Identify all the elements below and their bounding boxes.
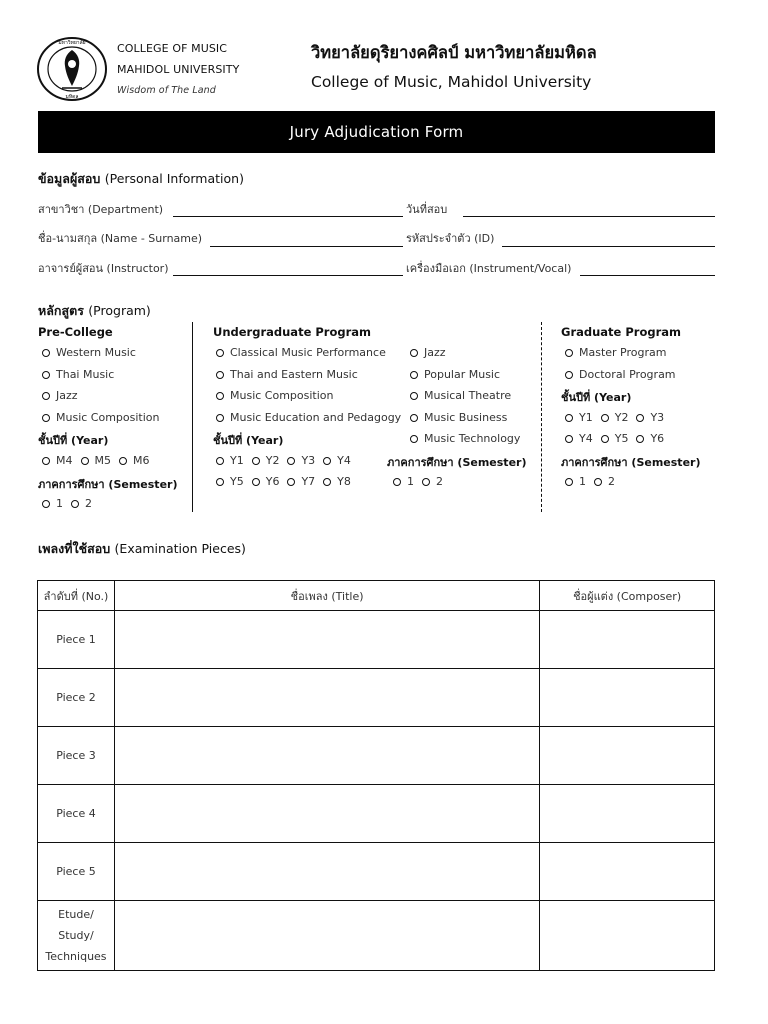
radio-circle-icon [287,478,295,486]
radio-circle-icon [287,457,295,465]
undergrad-title: Undergraduate Program [213,325,372,339]
undergrad-option-technology[interactable]: Music Technology [410,432,520,445]
table-row-etude [38,901,715,971]
year-option-y2[interactable]: Y2 [601,411,629,424]
instructor-field[interactable] [173,275,403,276]
svg-text:มหาวิทยาลัย: มหาวิทยาลัย [58,40,86,46]
year-option-y1[interactable]: Y1 [216,454,244,467]
graduate-option-doctoral[interactable]: Doctoral Program [565,368,676,381]
radio-circle-icon [119,457,127,465]
name-label: ชื่อ-นามสกุล (Name - Surname) [38,232,203,245]
precollege-option-jazz[interactable]: Jazz [42,389,78,402]
radio-circle-icon [410,349,418,357]
table-row [38,669,715,727]
personal-info-heading: ข้อมูลผู้สอบ (Personal Information) [38,171,244,186]
graduate-semester-options [565,475,623,488]
motto: Wisdom of The Land [117,85,216,96]
english-title: College of Music, Mahidol University [311,73,592,91]
undergrad-option-business[interactable]: Music Business [410,411,507,424]
undergrad-year-label: ชั้นปีที่ (Year) [213,434,284,447]
piece-label: Piece 5 [38,843,115,901]
precollege-semester-options [42,497,100,510]
radio-circle-icon [594,478,602,486]
radio-circle-icon [216,414,224,422]
program-heading: หลักสูตร (Program) [38,303,151,318]
thai-title: วิทยาลัยดุริยางคศิลป์ มหาวิทยาลัยมหิดล [311,43,597,62]
column-divider [192,322,193,512]
year-option-y6[interactable]: Y6 [636,432,664,445]
radio-circle-icon [252,457,260,465]
undergrad-semester-label: ภาคการศึกษา (Semester) [387,456,527,469]
year-option-y2[interactable]: Y2 [252,454,280,467]
year-option-y3[interactable]: Y3 [636,411,664,424]
table-row [38,843,715,901]
graduate-title: Graduate Program [561,325,681,339]
radio-circle-icon [71,500,79,508]
semester-option-1[interactable]: 1 [42,497,63,510]
radio-circle-icon [42,371,50,379]
graduate-year-label: ชั้นปีที่ (Year) [561,391,632,404]
col-header-no: ลำดับที่ (No.) [38,581,115,611]
year-option-m4[interactable]: M4 [42,454,73,467]
undergrad-option-musical-theatre[interactable]: Musical Theatre [410,389,511,402]
precollege-title: Pre-College [38,325,113,339]
piece-title-cell[interactable] [114,785,539,843]
year-option-m6[interactable]: M6 [119,454,150,467]
radio-circle-icon [42,457,50,465]
form-title: Jury Adjudication Form [289,123,464,141]
year-option-y4[interactable]: Y4 [323,454,351,467]
radio-circle-icon [81,457,89,465]
department-label: สาขาวิชา (Department) [38,203,164,216]
radio-circle-icon [216,371,224,379]
radio-circle-icon [42,349,50,357]
instrument-field[interactable] [580,275,715,276]
student-id-field[interactable] [502,246,715,247]
undergrad-option-education[interactable]: Music Education and Pedagogy [216,411,401,424]
piece-composer-cell[interactable] [540,843,715,901]
table-row [38,611,715,669]
radio-circle-icon [410,435,418,443]
exam-date-field[interactable] [463,216,715,217]
semester-option-2[interactable]: 2 [594,475,615,488]
radio-circle-icon [42,392,50,400]
etude-composer-cell[interactable] [540,901,715,971]
year-option-m5[interactable]: M5 [81,454,112,467]
semester-option-2[interactable]: 2 [71,497,92,510]
table-header-row [38,581,715,611]
radio-circle-icon [565,478,573,486]
radio-circle-icon [565,349,573,357]
name-field[interactable] [210,246,403,247]
year-option-y6[interactable]: Y6 [252,475,280,488]
radio-circle-icon [601,414,609,422]
radio-circle-icon [216,349,224,357]
mahidol-seal-icon [36,36,108,102]
college-line-1: COLLEGE OF MUSIC [117,42,228,55]
radio-circle-icon [252,478,260,486]
radio-circle-icon [422,478,430,486]
radio-circle-icon [42,500,50,508]
semester-option-1[interactable]: 1 [393,475,414,488]
radio-circle-icon [393,478,401,486]
graduate-option-master[interactable]: Master Program [565,346,666,359]
semester-option-1[interactable]: 1 [565,475,586,488]
undergrad-option-classical[interactable]: Classical Music Performance [216,346,386,359]
precollege-semester-label: ภาคการศึกษา (Semester) [38,478,178,491]
precollege-year-options [42,454,158,467]
year-option-y4[interactable]: Y4 [565,432,593,445]
etude-label: Etude/ Study/ Techniques [38,901,115,971]
piece-composer-cell[interactable] [540,727,715,785]
piece-composer-cell[interactable] [540,611,715,669]
undergrad-year-options-row1 [216,454,359,467]
exam-date-label: วันที่สอบ [406,203,448,216]
radio-circle-icon [565,371,573,379]
form-title-banner [38,111,715,153]
instrument-label: เครื่องมือเอก (Instrument/Vocal) [406,262,572,275]
pieces-heading: เพลงที่ใช้สอบ (Examination Pieces) [38,541,246,556]
col-header-composer: ชื่อผู้แต่ง (Composer) [540,581,715,611]
piece-title-cell[interactable] [114,727,539,785]
precollege-option-western[interactable]: Western Music [42,346,136,359]
pieces-table [37,580,715,971]
radio-circle-icon [636,435,644,443]
year-option-y8[interactable]: Y8 [323,475,351,488]
radio-circle-icon [42,414,50,422]
semester-option-2[interactable]: 2 [422,475,443,488]
piece-title-cell[interactable] [114,669,539,727]
column-divider-dashed [541,322,542,512]
radio-circle-icon [323,478,331,486]
piece-title-cell[interactable] [114,843,539,901]
col-header-title: ชื่อเพลง (Title) [114,581,539,611]
radio-circle-icon [216,478,224,486]
undergrad-option-composition[interactable]: Music Composition [216,389,334,402]
precollege-year-label: ชั้นปีที่ (Year) [38,434,109,447]
table-row [38,727,715,785]
year-option-y1[interactable]: Y1 [565,411,593,424]
instructor-label: อาจารย์ผู้สอน (Instructor) [38,262,169,275]
year-option-y5[interactable]: Y5 [601,432,629,445]
piece-composer-cell[interactable] [540,669,715,727]
radio-circle-icon [636,414,644,422]
precollege-option-thai[interactable]: Thai Music [42,368,114,381]
svg-text:มหิดล: มหิดล [65,94,79,100]
radio-circle-icon [410,414,418,422]
precollege-option-composition[interactable]: Music Composition [42,411,160,424]
etude-title-cell[interactable] [114,901,539,971]
radio-circle-icon [565,414,573,422]
student-id-label: รหัสประจำตัว (ID) [406,232,495,245]
year-option-y3[interactable]: Y3 [287,454,315,467]
undergrad-year-options-row2 [216,475,359,488]
college-line-2: MAHIDOL UNIVERSITY [117,63,240,76]
undergrad-option-thai-eastern[interactable]: Thai and Eastern Music [216,368,358,381]
piece-label: Piece 2 [38,669,115,727]
radio-circle-icon [601,435,609,443]
piece-title-cell[interactable] [114,611,539,669]
radio-circle-icon [216,457,224,465]
radio-circle-icon [216,392,224,400]
year-option-y5[interactable]: Y5 [216,475,244,488]
year-option-y7[interactable]: Y7 [287,475,315,488]
undergrad-option-jazz[interactable]: Jazz [410,346,446,359]
radio-circle-icon [410,392,418,400]
college-name-block [117,38,239,101]
graduate-year-options-row2 [565,432,672,445]
table-row [38,785,715,843]
radio-circle-icon [410,371,418,379]
graduate-semester-label: ภาคการศึกษา (Semester) [561,456,701,469]
graduate-year-options-row1 [565,411,672,424]
undergrad-option-popular[interactable]: Popular Music [410,368,500,381]
piece-composer-cell[interactable] [540,785,715,843]
piece-label: Piece 4 [38,785,115,843]
radio-circle-icon [565,435,573,443]
piece-label: Piece 1 [38,611,115,669]
undergrad-semester-options [393,475,451,488]
department-field[interactable] [173,216,403,217]
radio-circle-icon [323,457,331,465]
piece-label: Piece 3 [38,727,115,785]
